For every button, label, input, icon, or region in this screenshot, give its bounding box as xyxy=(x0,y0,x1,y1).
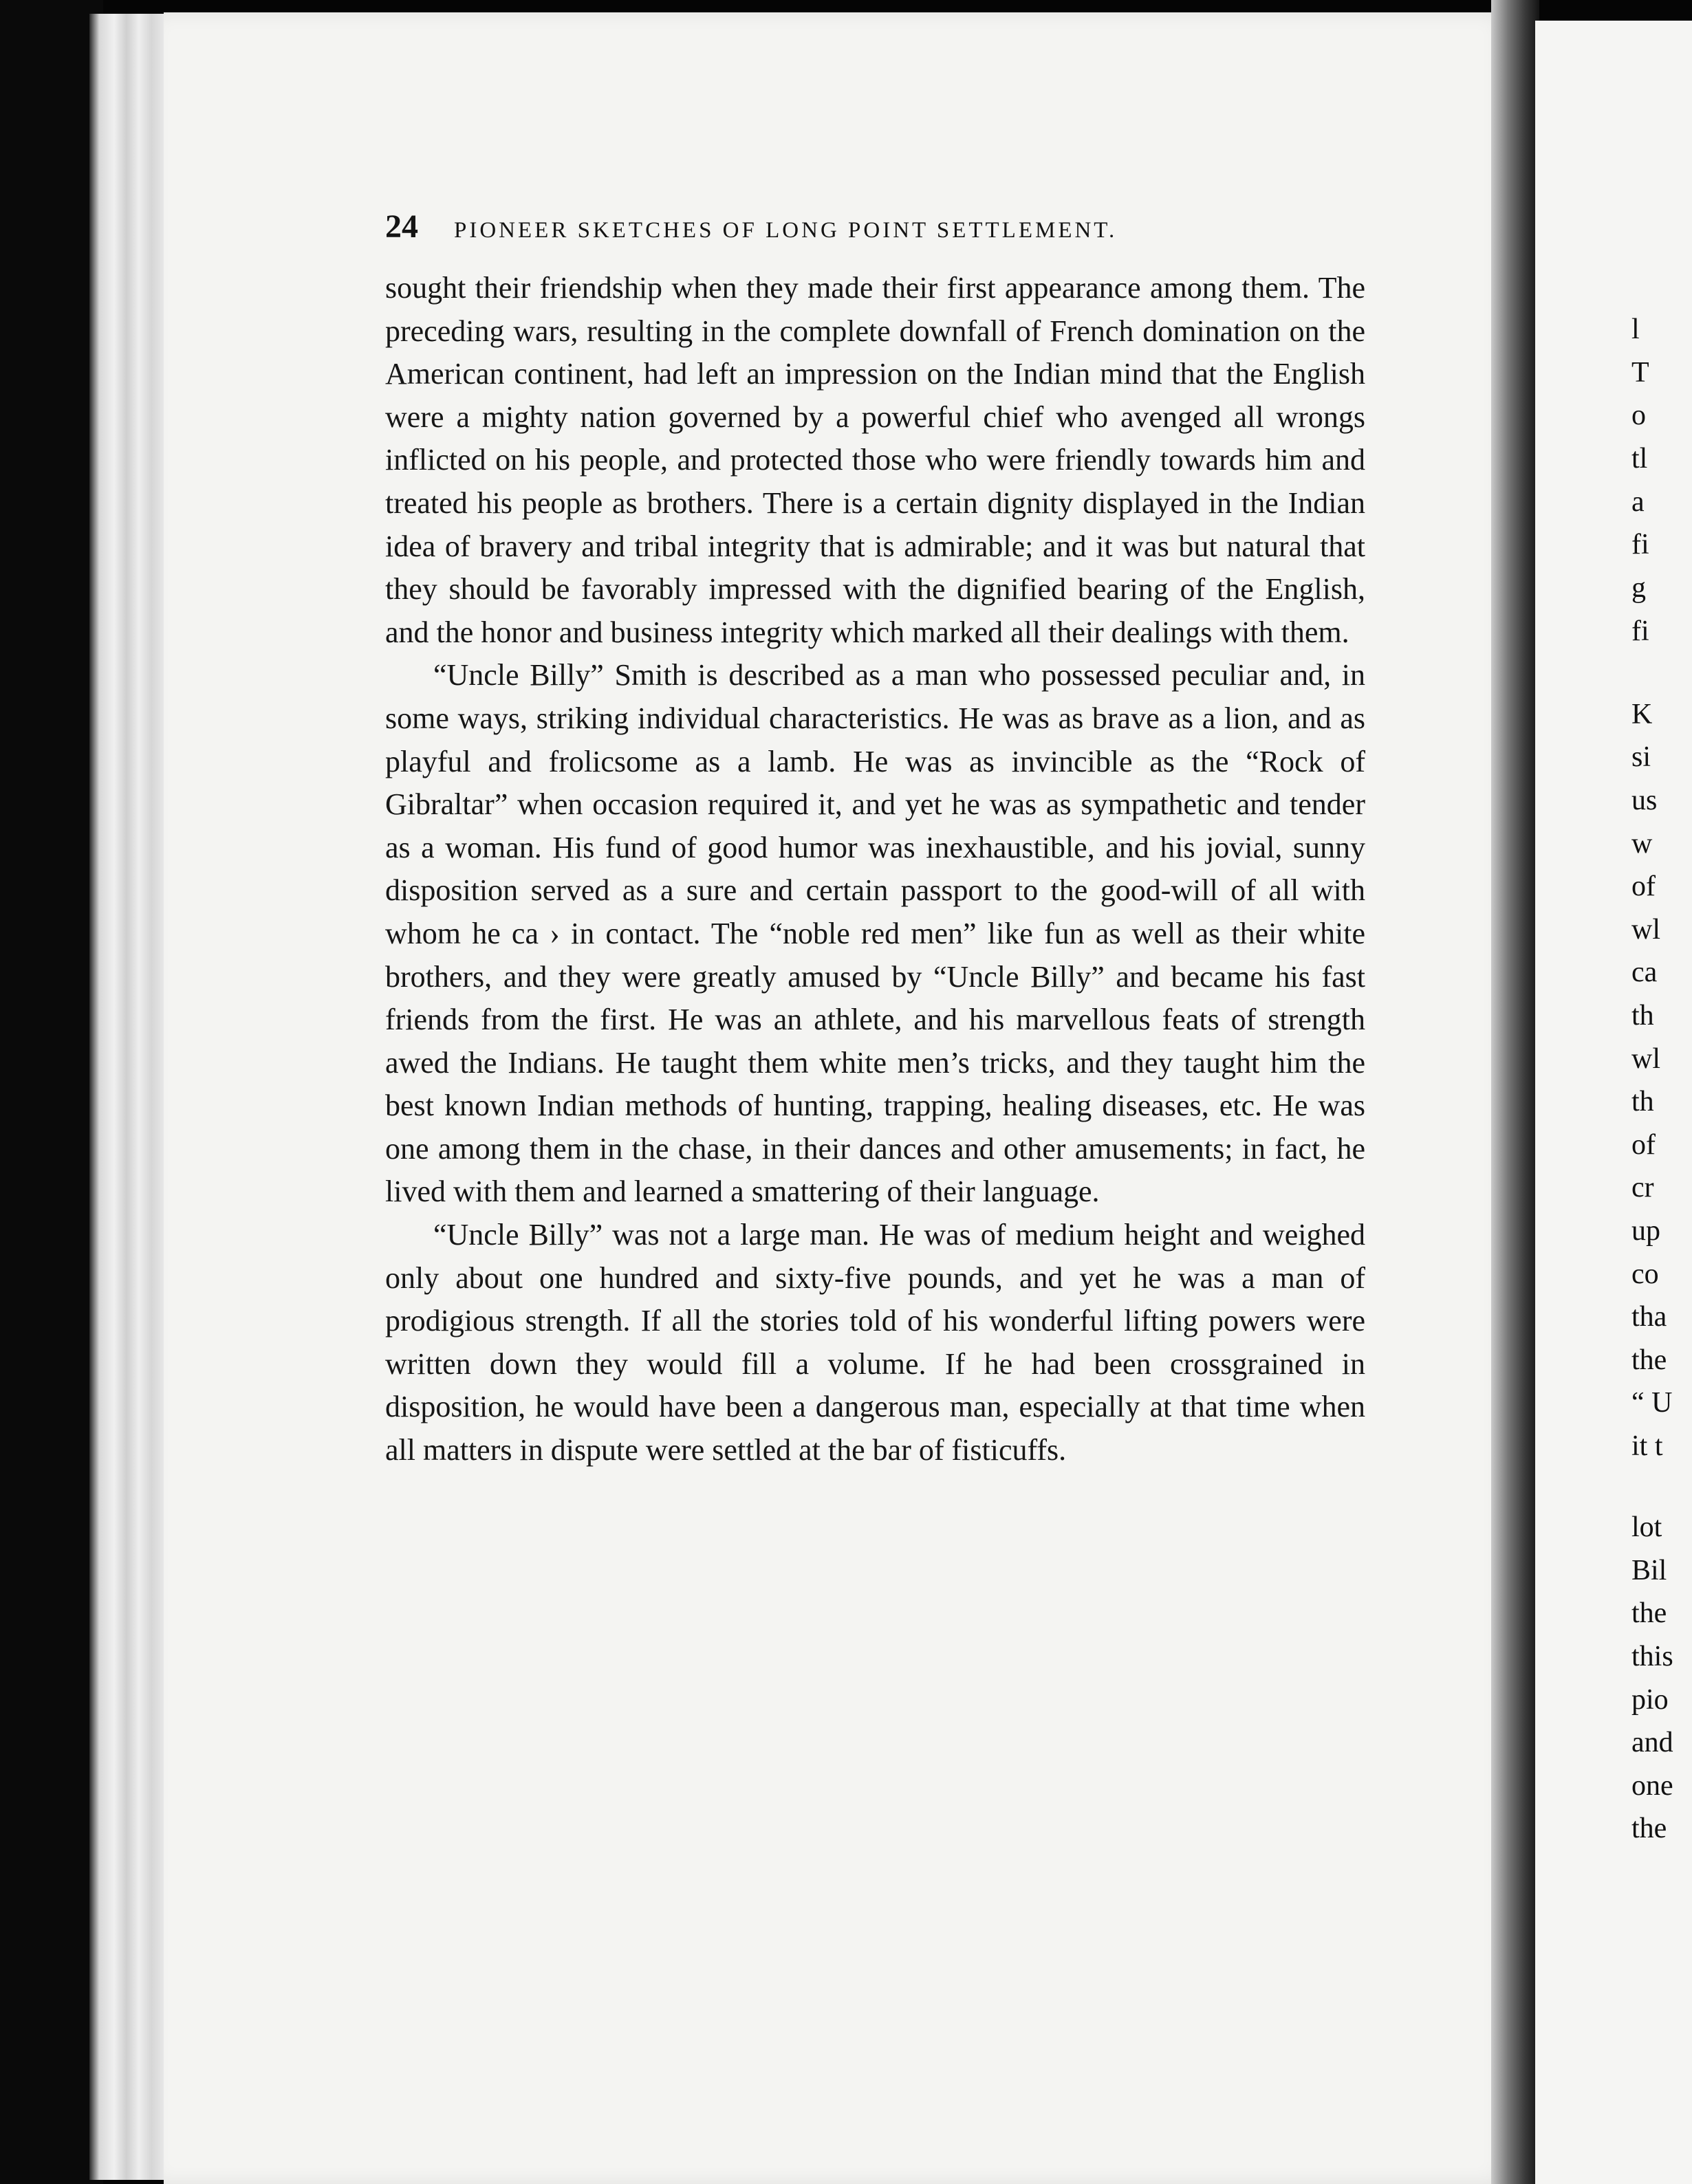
running-title: PIONEER SKETCHES OF LONG POINT SETTLEMENT. xyxy=(454,218,1118,243)
facing-fragment: fi xyxy=(1631,529,1649,560)
facing-fragment: us xyxy=(1631,785,1658,816)
facing-fragment: th xyxy=(1631,1086,1654,1117)
facing-fragment: pio xyxy=(1631,1684,1669,1716)
facing-fragment: wl xyxy=(1631,1043,1660,1075)
facing-fragment: T xyxy=(1631,357,1649,389)
paragraph-2: “Uncle Billy” Smith is described as a man who possessed peculiar and, in some ways, striking individual characteristics. He was as brave as a lion, and as playful and frolicsome as a lamb. He was as invincible as the “Rock of Gibraltar” when occasion required it, and yet he was as sympathetic and tender as a woman. His fund of good humor was inexhaustible, and his jovial, sunny disposition served as a sure and certain passport to the good-will of all with whom he ca › in contact. The “noble red men” like fun as well as their white brothers, and they were greatly amused by “Uncle Billy” and became his fast friends from the first. He was an athlete, and his marvellous feats of strength awed the Indians. He taught them white men’s tricks, and they taught him the best known Indian methods of hunting, trapping, healing diseases, etc. He was one among them in the chase, in their dances and other amusements; in fact, he lived with them and learned a smattering of their language. xyxy=(385,658,1365,1209)
facing-fragment: of xyxy=(1631,871,1656,902)
facing-fragment: the xyxy=(1631,1813,1667,1844)
facing-fragment: cr xyxy=(1631,1172,1654,1203)
facing-fragment: wl xyxy=(1631,914,1660,946)
facing-fragment: up xyxy=(1631,1215,1660,1247)
facing-fragment: Bil xyxy=(1631,1555,1667,1586)
facing-fragment: K xyxy=(1631,699,1653,730)
facing-page-text-fragments xyxy=(1631,0,1692,2184)
facing-fragment: ca xyxy=(1631,957,1658,988)
facing-fragment: of xyxy=(1631,1129,1656,1161)
facing-fragment: co xyxy=(1631,1258,1659,1290)
facing-fragment: a xyxy=(1631,486,1645,518)
facing-fragment: fi xyxy=(1631,615,1649,647)
facing-fragment: o xyxy=(1631,400,1646,431)
facing-fragment: w xyxy=(1631,828,1653,860)
facing-fragment: l xyxy=(1631,314,1640,345)
facing-fragment: th xyxy=(1631,1000,1654,1031)
facing-fragment: tl xyxy=(1631,443,1648,474)
facing-fragment: the xyxy=(1631,1344,1667,1376)
facing-fragment: “ U xyxy=(1631,1387,1673,1419)
facing-fragment: lot xyxy=(1631,1511,1662,1543)
facing-fragment: si xyxy=(1631,741,1651,773)
facing-fragment: g xyxy=(1631,572,1646,604)
facing-fragment: it t xyxy=(1631,1430,1663,1462)
facing-fragment: one xyxy=(1631,1770,1673,1802)
facing-fragment: tha xyxy=(1631,1301,1667,1333)
scan-left-edge xyxy=(0,0,103,2184)
facing-fragment: and xyxy=(1631,1727,1673,1758)
paragraph-1: sought their friendship when they made their first appearance among them. The preceding wars, resulting in the complete downfall of French domination on the American continent, had left an impression on the Indian mind that the English were a mighty nation governed by a powerful chief who avenged all wrongs inflicted on his people, and protected those who were friendly towards him and treated his people as brothers. There is a certain dignity displayed in the Indian idea of bravery and tribal integrity that is admirable; and it was but natural that they should be favorably impressed with the dignified bearing of the English, and the honor and business integrity which marked all their dealings with them. xyxy=(385,271,1365,649)
book-gutter xyxy=(1491,0,1539,2184)
body-text xyxy=(385,267,1365,1472)
paragraph-3: “Uncle Billy” was not a large man. He was of medium height and weighed only about one hundred and sixty-five pounds, and yet he was a man of prodigious strength. If all the stories told of his wonderful lifting powers were written down they would fill a volume. If he had been crossgrained in disposition, he would have been a dangerous man, especially at that time when all matters in dispute were settled at the bar of fisticuffs. xyxy=(385,1218,1365,1467)
facing-fragment: this xyxy=(1631,1641,1673,1672)
stacked-page-edges xyxy=(89,14,172,2180)
running-head xyxy=(385,208,1417,245)
page-number: 24 xyxy=(385,208,418,245)
facing-fragment: the xyxy=(1631,1597,1667,1629)
